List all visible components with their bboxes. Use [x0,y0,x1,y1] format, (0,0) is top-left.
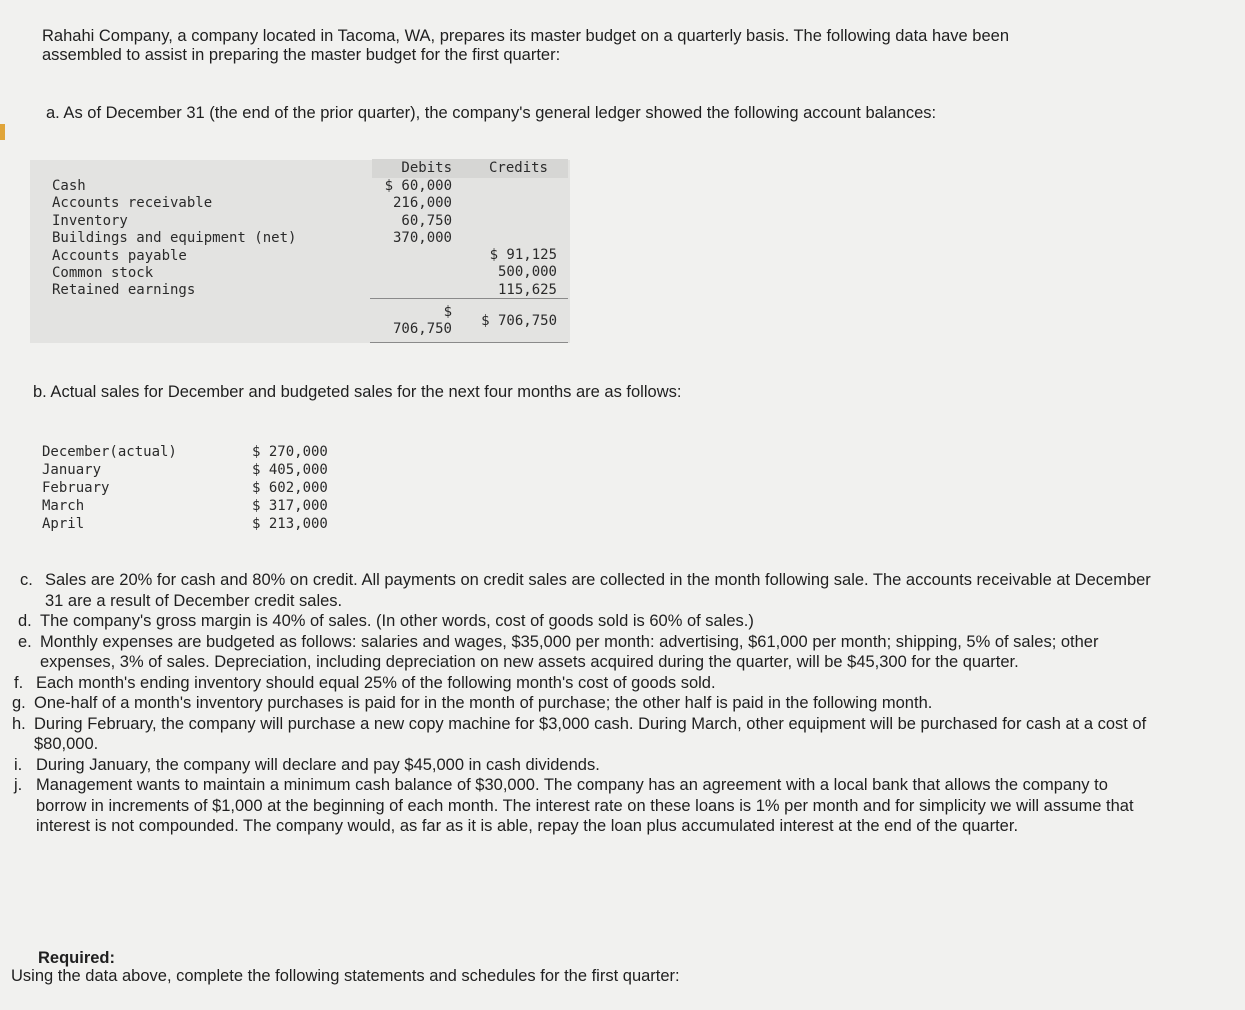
item-label: f. [14,673,24,692]
sales-month: February [42,480,110,496]
intro-line-1: Rahahi Company, a company located in Tacoma, WA, prepares its master budget on a quarterly basis. The following data have been [42,27,1010,45]
required-text: Using the data above, complete the following statements and schedules for the first quarter: [11,967,680,985]
total-debit-symbol: $ [443,304,452,320]
item-h [12,714,1160,755]
item-text: Monthly expenses are budgeted as follows: salaries and wages, $35,000 per month: advertising, $61,000 per month; shipping, 5% of sales; other expenses, 3% of sales. Depreciation, including depreciation on new assets acquired during the quarter, will be $45,300 for the quarter. [40,632,1099,671]
item-label: i. [14,755,23,774]
item-text: During February, the company will purchase a new copy machine for $3,000 cash. During March, other equipment will be purchased for cash at a cost of $80,000. [34,714,1147,753]
item-text: One-half of a month's inventory purchases is paid for in the month of purchase; the other half is paid in the following month. [34,694,933,712]
edge-marker [0,124,5,140]
sales-value: $ 213,000 [252,516,328,532]
sales-month: March [42,498,85,514]
account-name: Inventory [52,212,128,229]
account-name: Buildings and equipment (net) [52,230,297,247]
assumptions-list [12,570,1160,837]
item-e [18,632,1160,673]
item-text: The company's gross margin is 40% of sales. (In other words, cost of goods sold is 60% of sales.) [40,612,754,630]
item-label: h. [12,714,26,733]
debits-header: Debits [401,160,452,176]
item-label: c. [20,571,33,589]
intro-line-2: assembled to assist in preparing the master budget for the first quarter: [42,46,561,64]
item-f [14,673,1160,694]
sales-months [42,444,177,534]
sales-month: April [42,516,85,532]
item-label: e. [18,632,32,651]
item-text: Each month's ending inventory should equal 25% of the following month's cost of goods sold. [36,673,716,692]
sales-value: $ 602,000 [252,480,328,496]
item-label: d. [18,612,32,630]
total-debit: 706,750 [392,321,452,337]
item-j [14,775,1160,837]
account-name: Cash [52,178,86,194]
item-text: Management wants to maintain a minimum cash balance of $30,000. The company has an agreement with a local bank that allows the company to borrow in increments of $1,000 at the beginning of each month. The interest rate on these loans is 1% per month and for simplicity we will assume that interest is not compounded. The company would, as far as it is able, repay the loan plus accumulated interest at the end of the quarter. [36,776,1134,835]
item-d [18,611,1160,632]
credit-value: $ 91,125 [489,247,557,263]
account-names [52,178,296,300]
account-name: Common stock [52,265,154,282]
item-label: g. [12,694,26,712]
credit-values [470,247,557,299]
debit-value: 370,000 [392,230,452,247]
item-c [20,570,1160,611]
part-b-text: b. Actual sales for December and budgeted sales for the next four months are as follows: [33,383,682,401]
credit-value: 115,625 [497,281,557,298]
total-rule-bottom [370,342,568,343]
debit-value: 60,750 [401,212,452,229]
total-credit: $ 706,750 [481,313,557,329]
item-text: During January, the company will declare and pay $45,000 in cash dividends. [36,755,600,774]
item-text: Sales are 20% for cash and 80% on credit. All payments on credit sales are collected in the month following sale. The accounts receivable at December 31 are a result of December credit sales. [45,571,1151,610]
credits-header: Credits [488,160,548,176]
debit-value: $ 60,000 [384,178,452,194]
account-name: Retained earnings [52,282,196,299]
item-g [12,693,1160,714]
sales-values [252,444,328,534]
sales-month: January [42,462,102,478]
account-name: Accounts receivable [52,195,213,212]
sales-value: $ 317,000 [252,498,328,514]
item-i [14,755,1160,776]
debit-value: 216,000 [392,195,452,212]
credit-value: 500,000 [497,264,557,281]
sales-month: December(actual) [42,444,177,460]
sales-value: $ 270,000 [252,444,328,460]
item-label: j. [14,776,23,794]
sales-value: $ 405,000 [252,462,328,478]
required-title: Required: [38,949,116,967]
part-a-text: a. As of December 31 (the end of the prior quarter), the company's general ledger showed the following account balances: [46,104,937,122]
debit-values [372,178,452,248]
account-name: Accounts payable [52,247,187,264]
total-rule-top [370,298,568,299]
